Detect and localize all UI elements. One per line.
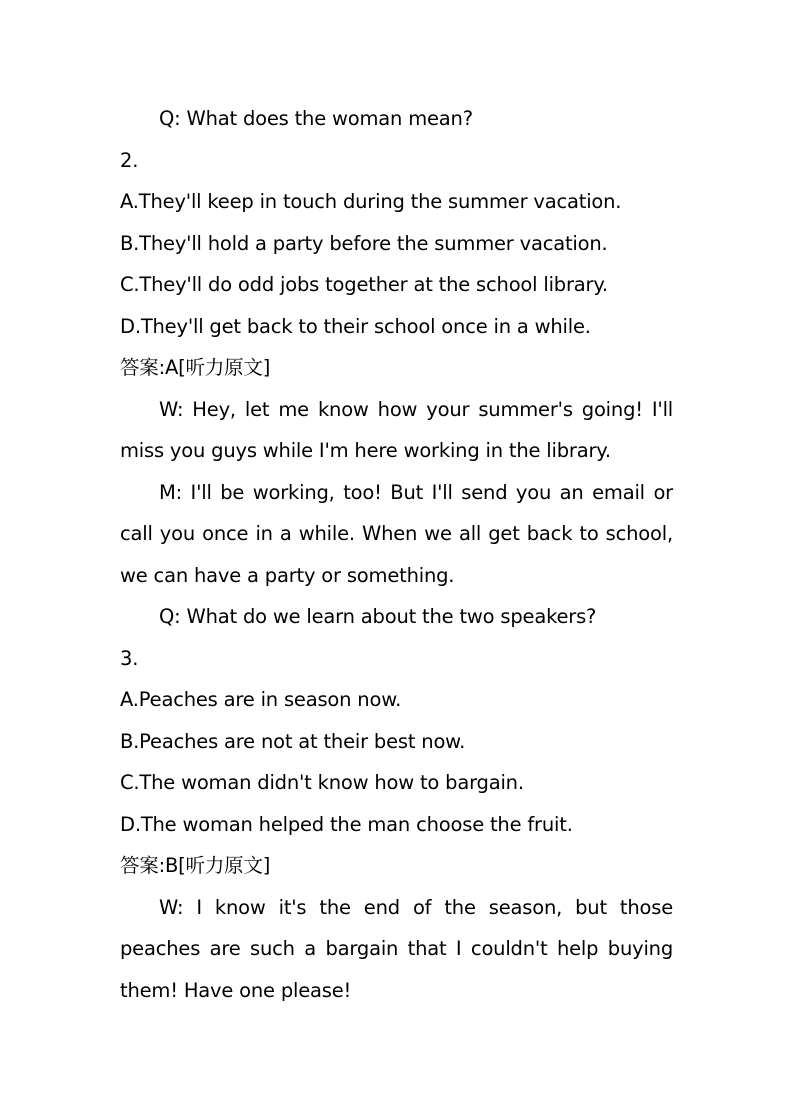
question-2-option-a: A.They'll keep in touch during the summer vacation. [120,190,622,213]
question-3-option-d: D.The woman helped the man choose the fruit. [120,812,573,836]
question-3-answer: 答案:B[听力原文] [120,854,271,877]
question-2-option-c: C.They'll do odd jobs together at the school library. [120,273,608,296]
question-2-answer: 答案:A[听力原文] [120,356,271,379]
question-3-transcript-woman: W: I know it's the end of the season, but those peaches are such a bargain that I couldn't help buying them! Have one please! [120,895,673,1002]
question-2-transcript-man: M: I'll be working, too! But I'll send you an email or call you once in a while. When we all get back to school, we can have a party or something. [120,480,673,587]
question-1-prompt: Q: What does the woman mean? [159,107,473,130]
question-3-number: 3. [120,646,139,670]
document-body [120,98,673,1011]
question-3-option-b: B.Peaches are not at their best now. [120,729,466,753]
question-3-option-a: A.Peaches are in season now. [120,688,402,711]
question-2-transcript-woman: W: Hey, let me know how your summer's going! I'll miss you guys while I'm here working in the library. [120,397,673,462]
question-2-option-d: D.They'll get back to their school once in a while. [120,314,591,338]
question-2-number: 2. [120,148,139,172]
question-3-option-c: C.The woman didn't know how to bargain. [120,771,524,794]
question-2-option-b: B.They'll hold a party before the summer vacation. [120,231,608,255]
question-2-prompt: Q: What do we learn about the two speakers? [159,605,597,628]
